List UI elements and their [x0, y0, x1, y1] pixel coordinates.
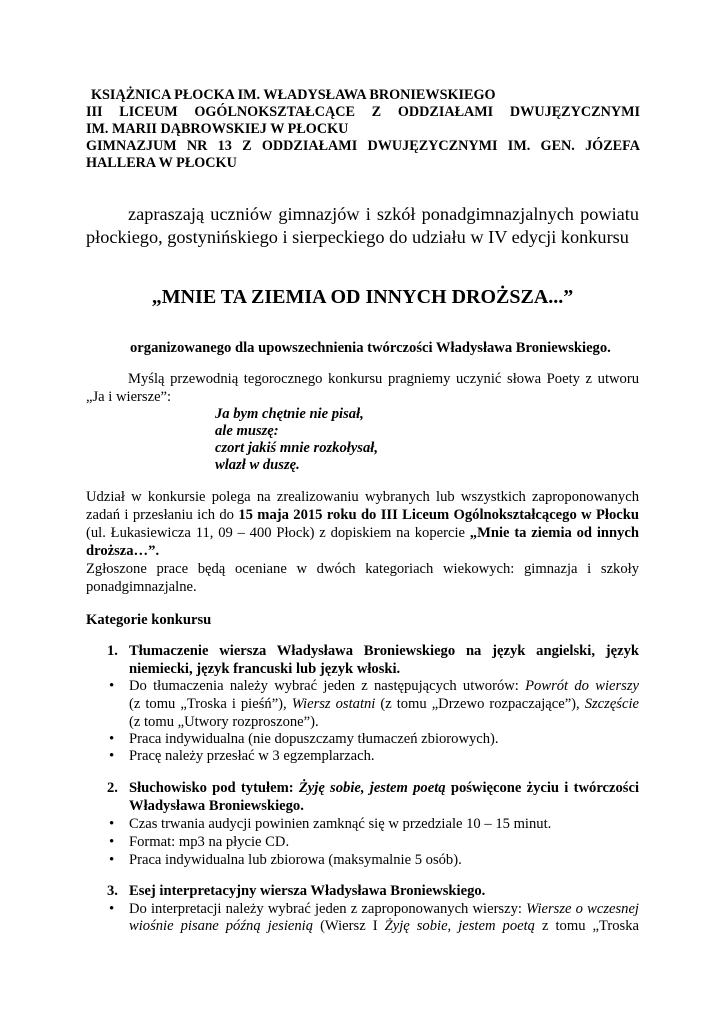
bullet-icon: • [109, 678, 115, 694]
poem-title: Wiersze o wczesnej [526, 901, 639, 917]
header-line-3: IM. MARII DĄBROWSKIEJ W PŁOCKU [86, 121, 349, 137]
category-3-bullet-1-line-1 [129, 901, 639, 919]
category-1-bullet-1-line-3: (z tomu „Utwory rozproszone”). [129, 714, 319, 730]
intro-line-2: płockiego, gostynińskiego i sierpeckiego do udziału w IV edycji konkursu [86, 227, 629, 247]
category-2-number: 2. [107, 780, 118, 796]
text: z tomu „Troska [534, 918, 640, 934]
poem-title: Szczęście [584, 696, 639, 712]
participation-text: zadań i przesłaniu ich do [86, 507, 239, 523]
poem-line-3: czort jakiś mnie rozkołysał, [215, 440, 378, 456]
bullet-icon: • [109, 816, 115, 832]
header-line-4: GIMNAZJUM NR 13 Z ODDZIAŁAMI DWUJĘZYCZNYMI IM. GEN. JÓZEFA [86, 138, 640, 154]
contest-title: „MNIE TA ZIEMIA OD INNYCH DROŻSZA...” [151, 286, 574, 308]
category-3-bullet-1-line-2 [129, 918, 639, 936]
category-1-number: 1. [107, 643, 118, 659]
participation-line-1: Udział w konkursie polega na zrealizowaniu wybranych lub wszystkich zaproponowanych [86, 489, 639, 505]
text: Do tłumaczenia należy wybrać jeden z następujących utworów: [129, 678, 526, 694]
poem-title: Wiersz ostatni [291, 696, 376, 712]
participation-line-3 [86, 525, 639, 543]
motto-line-2: „Ja i wiersze”: [86, 389, 172, 405]
category-1-bullet-2: Praca indywidualna (nie dopuszczamy tłumaczeń zbiorowych). [129, 731, 499, 747]
poem-title: Powrót do wierszy [525, 678, 639, 694]
deadline-text: 15 maja 2015 roku do III Liceum Ogólnokształcącego w Płocku [238, 507, 639, 523]
participation-line-5: Zgłoszone prace będą oceniane w dwóch kategoriach wiekowych: gimnazja i szkoły [86, 561, 639, 577]
text: poświęcone życiu i twórczości [445, 780, 639, 796]
category-1-title-line-2: niemiecki, język francuski lub język włoski. [129, 661, 401, 677]
category-1-bullet-3: Pracę należy przesłać w 3 egzemplarzach. [129, 748, 375, 764]
radio-play-title: Żyję sobie, jestem poetą [298, 780, 446, 796]
participation-line-6: ponadgimnazjalne. [86, 579, 197, 595]
text: Do interpretacji należy wybrać jeden z zaproponowanych wierszy: [129, 901, 527, 917]
bullet-icon: • [109, 731, 115, 747]
address-text: (ul. Łukasiewicza 11, 09 – 400 Płock) z dopiskiem na kopercie [86, 525, 470, 541]
poem-line-4: wlazł w duszę. [215, 457, 300, 473]
category-2-bullet-2: Format: mp3 na płycie CD. [129, 834, 290, 850]
category-1-title-line-1: Tłumaczenie wiersza Władysława Broniewskiego na język angielski, język [129, 643, 639, 659]
category-2-bullet-3: Praca indywidualna lub zbiorowa (maksymalnie 5 osób). [129, 852, 462, 868]
categories-heading: Kategorie konkursu [86, 612, 212, 628]
bullet-icon: • [109, 901, 115, 917]
poem-title: Żyję sobie, jestem poetą [384, 918, 535, 934]
text: (z tomu „Troska i pieśń”), [129, 696, 292, 712]
category-2-bullet-1: Czas trwania audycji powinien zamknąć się w przedziale 10 – 15 minut. [129, 816, 552, 832]
category-2-title-line-2: Władysława Broniewskiego. [129, 798, 304, 814]
intro-line-1: zapraszają uczniów gimnazjów i szkół ponadgimnazjalnych powiatu [128, 204, 639, 224]
header-line-5: HALLERA W PŁOCKU [86, 155, 237, 171]
participation-line-2 [86, 507, 639, 525]
bullet-icon: • [109, 852, 115, 868]
text: Słuchowisko pod tytułem: [129, 780, 299, 796]
text: (z tomu „Drzewo rozpaczające”), [375, 696, 585, 712]
category-3-title: Esej interpretacyjny wiersza Władysława Broniewskiego. [129, 883, 486, 899]
bullet-icon: • [109, 748, 115, 764]
poem-title: wiośnie pisane późną jesienią [129, 918, 314, 934]
poem-line-1: Ja bym chętnie nie pisał, [215, 406, 364, 422]
participation-line-4: droższa…”. [86, 543, 160, 559]
category-1-bullet-1-line-2 [129, 696, 639, 714]
contest-subtitle: organizowanego dla upowszechnienia twórczości Władysława Broniewskiego. [130, 340, 611, 356]
header-line-2: III LICEUM OGÓLNOKSZTAŁCĄCE Z ODDZIAŁAMI DWUJĘZYCZNYMI [86, 104, 640, 120]
category-1-bullet-1-line-1 [129, 678, 639, 696]
text: (Wiersz I [313, 918, 385, 934]
header-line-1: KSIĄŻNICA PŁOCKA IM. WŁADYSŁAWA BRONIEWSKIEGO [91, 87, 496, 103]
poem-line-2: ale muszę: [215, 423, 279, 439]
bullet-icon: • [109, 834, 115, 850]
category-3-number: 3. [107, 883, 118, 899]
envelope-note: „Mnie ta ziemia od innych [469, 525, 639, 541]
category-2-title-line-1 [129, 780, 639, 798]
motto-line-1: Myślą przewodnią tegorocznego konkursu pragniemy uczynić słowa Poety z utworu [128, 371, 639, 387]
